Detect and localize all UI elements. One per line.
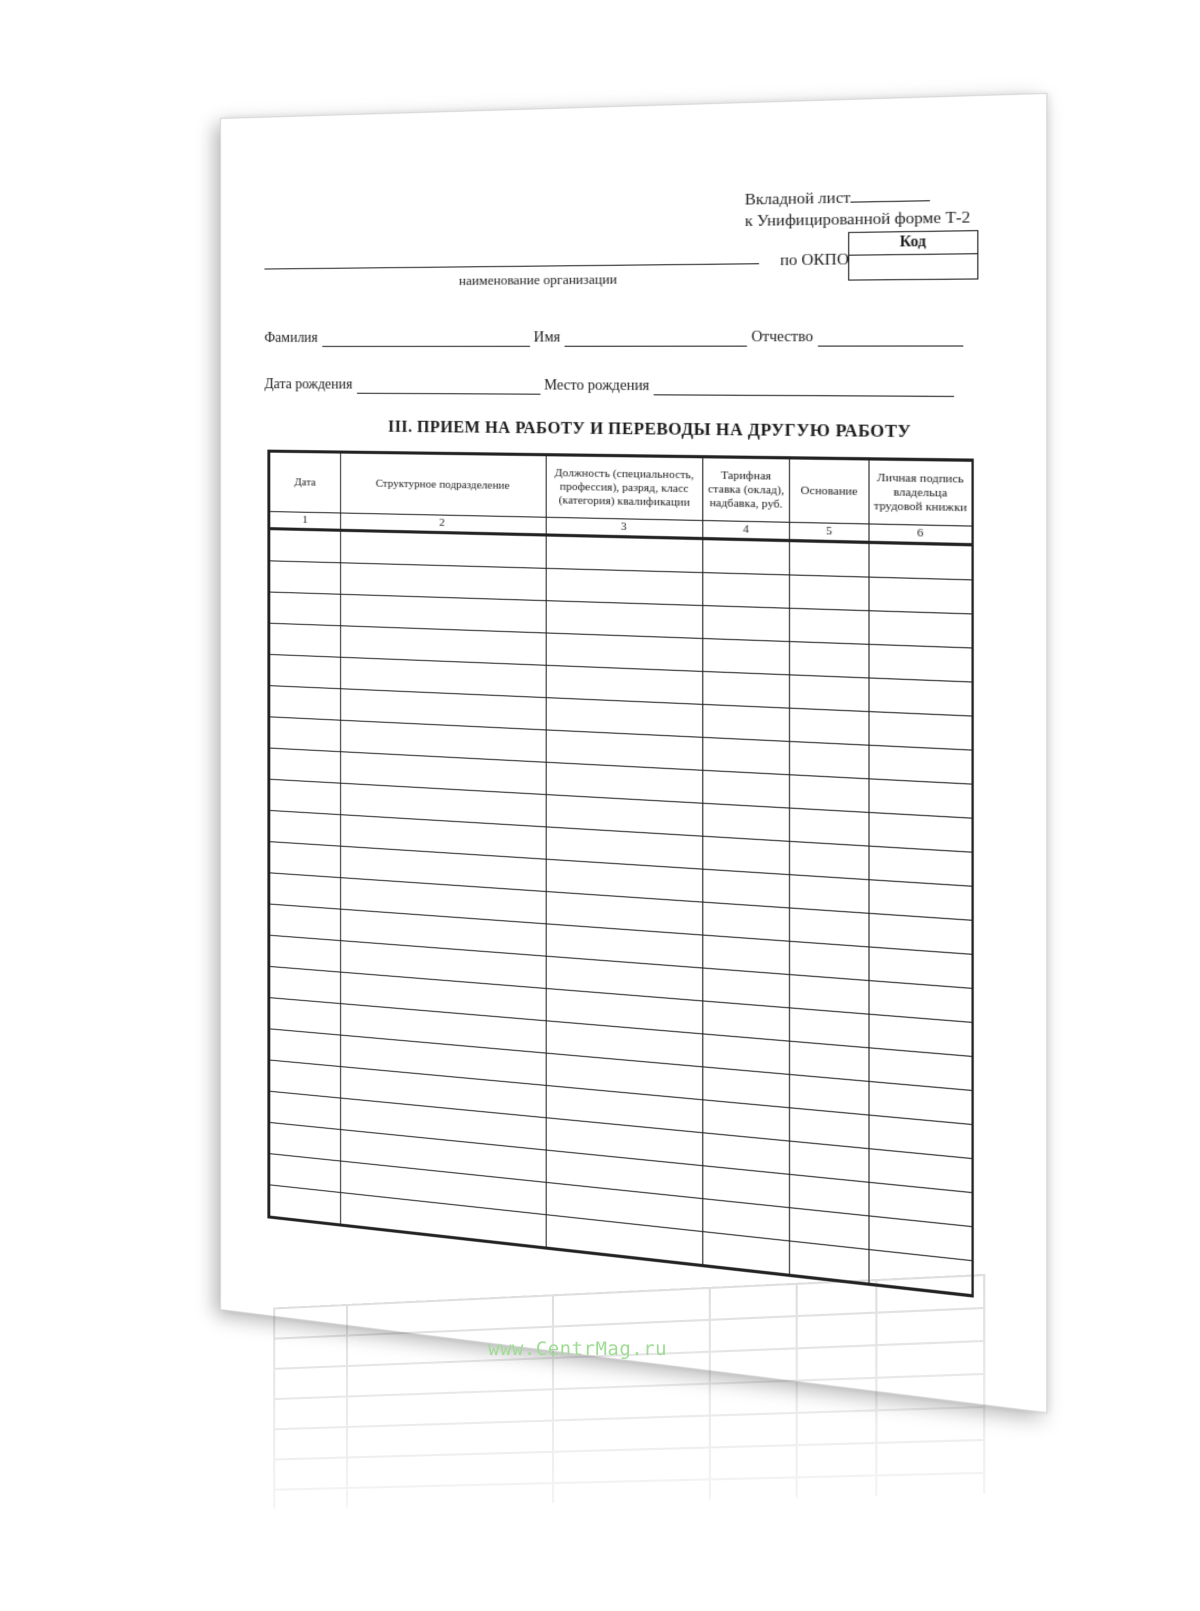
col-header-position: Должность (специальность, профессия), разряд, класс (категория) квалификации: [546, 456, 703, 521]
table-cell[interactable]: [789, 675, 869, 712]
table-cell[interactable]: [869, 712, 972, 750]
table-cell[interactable]: [270, 748, 341, 783]
table-cell[interactable]: [789, 575, 869, 611]
table-cell[interactable]: [703, 573, 790, 609]
table-cell[interactable]: [703, 539, 790, 575]
table-cell[interactable]: [789, 908, 869, 947]
table-cell[interactable]: [703, 803, 790, 841]
insert-sheet-label: Вкладной лист: [744, 189, 851, 209]
col-header-basis: Основание: [789, 459, 869, 524]
table-cell[interactable]: [703, 606, 790, 642]
table-cell[interactable]: [270, 529, 341, 563]
table-cell[interactable]: [270, 561, 341, 594]
form-reference: к Унифицированной форме Т-2: [744, 209, 971, 231]
name-label: Имя: [533, 330, 561, 346]
table-cell[interactable]: [869, 577, 972, 614]
table-cell[interactable]: [703, 671, 790, 708]
birth-place-field[interactable]: [654, 379, 954, 396]
table-cell[interactable]: [270, 810, 341, 846]
surname-field[interactable]: [322, 331, 530, 347]
organization-name-line[interactable]: [264, 263, 759, 269]
birth-row: [264, 377, 958, 397]
table-cell[interactable]: [869, 745, 972, 784]
okpo-label: по ОКПО: [780, 251, 850, 270]
table-cell[interactable]: [869, 542, 972, 579]
col-number: 3: [546, 517, 703, 538]
table-cell[interactable]: [789, 841, 869, 879]
table-cell[interactable]: [869, 644, 972, 682]
insert-sheet-number-blank[interactable]: [851, 185, 931, 203]
table-cell[interactable]: [703, 704, 790, 741]
table-cell[interactable]: [789, 775, 869, 813]
col-number: 5: [789, 522, 869, 542]
table-cell[interactable]: [789, 1241, 869, 1283]
table-cell[interactable]: [789, 875, 869, 914]
table-cell[interactable]: [270, 592, 341, 626]
code-box: [848, 230, 978, 281]
name-row: [264, 329, 967, 347]
table-cell[interactable]: [703, 836, 790, 874]
form-sheet: [220, 93, 1047, 1414]
code-header: Код: [849, 231, 977, 256]
table-cell[interactable]: [789, 541, 869, 578]
table-cell[interactable]: [270, 779, 341, 814]
patronymic-label: Отчество: [751, 329, 814, 346]
col-header-date: Дата: [270, 452, 341, 513]
table-cell[interactable]: [270, 717, 341, 752]
birth-date-label: Дата рождения: [264, 377, 353, 393]
table-cell[interactable]: [546, 535, 703, 573]
table-cell[interactable]: [546, 568, 703, 605]
table-cell[interactable]: [789, 642, 869, 678]
table-cell[interactable]: [703, 638, 790, 674]
organization-caption: наименование организации: [458, 271, 617, 289]
table-cell[interactable]: [869, 779, 972, 818]
insert-sheet-header: [745, 184, 971, 232]
col-header-rate: Тарифная ставка (оклад), надбавка, руб.: [703, 458, 790, 523]
table-cell[interactable]: [270, 654, 341, 688]
birth-date-field[interactable]: [356, 378, 539, 394]
table-cell[interactable]: [270, 842, 341, 878]
col-number: 1: [270, 512, 341, 531]
sheet-reflection: [220, 1271, 1045, 1610]
table-cell[interactable]: [869, 611, 972, 648]
table-cell[interactable]: [789, 708, 869, 745]
table-cell[interactable]: [869, 678, 972, 716]
table-cell[interactable]: [270, 623, 341, 657]
patronymic-field[interactable]: [817, 330, 962, 347]
watermark: www.CentrMag.ru: [488, 1338, 668, 1360]
birth-place-label: Место рождения: [544, 378, 650, 395]
col-header-department: Структурное подразделение: [341, 453, 547, 517]
table-cell[interactable]: [789, 808, 869, 846]
okpo-code-field[interactable]: [849, 254, 977, 279]
table-cell[interactable]: [546, 601, 703, 639]
table-cell[interactable]: [703, 737, 790, 774]
col-number: 2: [341, 513, 547, 535]
table-cell[interactable]: [270, 686, 341, 721]
table-cell[interactable]: [270, 873, 341, 909]
surname-label: Фамилия: [264, 330, 318, 346]
section-title: III. ПРИЕМ НА РАБОТУ И ПЕРЕВОДЫ НА ДРУГУЮ РАБОТУ: [387, 418, 912, 442]
name-field[interactable]: [564, 331, 746, 347]
table-cell[interactable]: [270, 1185, 341, 1224]
table-cell[interactable]: [789, 608, 869, 644]
table-cell[interactable]: [703, 770, 790, 808]
col-number: 6: [869, 524, 972, 545]
col-header-signature: Личная подпись владельца трудовой книжки: [869, 460, 972, 526]
col-number: 4: [703, 521, 790, 541]
employment-table: [267, 450, 973, 1298]
reflection-grid: [273, 1274, 985, 1509]
table-cell[interactable]: [789, 741, 869, 778]
